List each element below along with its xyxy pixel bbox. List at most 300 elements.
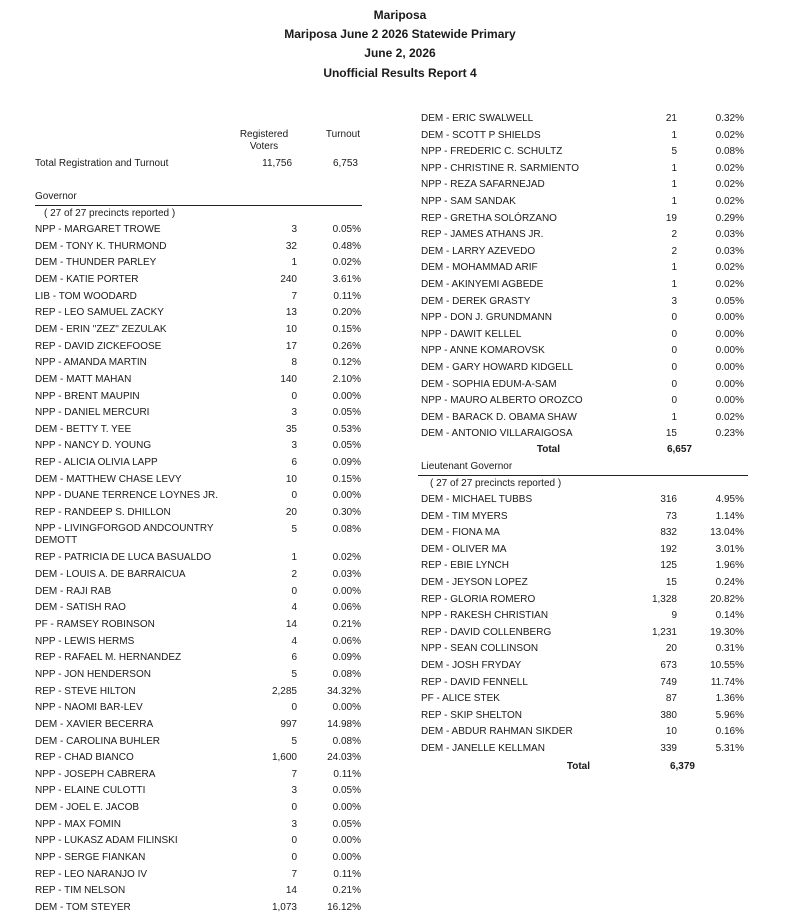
candidate-row	[421, 411, 751, 425]
candidate-row	[421, 278, 751, 292]
candidate-row	[421, 361, 751, 375]
candidate-name: DEM - MOHAMMAD ARIF	[421, 262, 538, 274]
candidate-name: NPP - JON HENDERSON	[35, 668, 151, 680]
candidate-votes: 3	[291, 818, 297, 830]
candidate-name: DEM - SOPHIA EDUM-A-SAM	[421, 378, 557, 390]
candidate-percent: 0.00%	[332, 390, 361, 402]
candidate-percent: 0.21%	[332, 618, 361, 630]
candidate-name: DEM - SATISH RAO	[35, 602, 126, 614]
candidate-votes: 0	[671, 345, 677, 357]
candidate-votes: 7	[291, 768, 297, 780]
candidate-percent: 0.02%	[715, 279, 744, 290]
candidate-row	[421, 162, 751, 176]
candidate-row	[421, 178, 751, 192]
candidate-row	[35, 473, 365, 487]
candidate-name: NPP - LUKASZ ADAM FILINSKI	[35, 835, 178, 847]
candidate-name: NPP - LEWIS HERMS	[35, 635, 135, 647]
candidate-name: PF - ALICE STEK	[421, 693, 500, 705]
lt-governor-rule	[418, 475, 748, 476]
candidate-name: DEM - XAVIER BECERRA	[35, 718, 154, 730]
candidate-votes: 13	[285, 307, 297, 319]
candidate-votes: 20	[285, 507, 297, 519]
candidate-name: DEM - DEREK GRASTY	[421, 295, 531, 307]
candidate-votes: 14	[285, 618, 297, 630]
candidate-percent: 0.02%	[715, 179, 744, 191]
candidate-name: NPP - DAWIT KELLEL	[421, 328, 522, 340]
candidate-row	[421, 394, 751, 408]
candidate-row	[421, 112, 751, 126]
lt-governor-total-value: 6,379	[669, 761, 695, 772]
candidate-name: NPP - SERGE FIANKAN	[35, 852, 146, 864]
candidate-votes: 0	[291, 835, 297, 847]
candidate-row	[35, 718, 365, 732]
candidate-name: REP - DAVID FENNELL	[421, 676, 528, 688]
candidate-votes: 1,231	[651, 626, 677, 638]
candidate-percent: 3.61%	[332, 273, 361, 285]
candidate-votes: 2	[671, 229, 677, 241]
candidate-row	[35, 868, 365, 882]
candidate-percent: 0.08%	[715, 146, 744, 158]
candidate-votes: 6	[291, 457, 297, 469]
candidate-percent: 0.08%	[332, 523, 361, 535]
candidate-percent: 0.11%	[333, 868, 361, 880]
candidate-name: DEM - CAROLINA BUHLER	[35, 735, 161, 747]
candidate-name: DEM - JOEL E. JACOB	[35, 802, 140, 814]
governor-title: Governor	[35, 191, 77, 202]
candidate-row	[35, 618, 365, 632]
candidate-name: REP - DAVID COLLENBERG	[421, 626, 552, 638]
candidate-percent: 0.00%	[332, 702, 361, 714]
candidate-votes: 0	[291, 585, 297, 597]
candidate-row	[421, 295, 751, 309]
candidate-name: NPP - RAKESH CHRISTIAN	[421, 610, 549, 622]
candidate-votes: 0	[291, 390, 297, 402]
candidate-row	[35, 818, 365, 832]
candidate-votes: 3	[291, 785, 297, 797]
candidate-votes: 3	[291, 224, 297, 235]
report-election: Mariposa June 2 2026 Statewide Primary	[284, 27, 516, 41]
candidate-percent: 0.26%	[332, 340, 361, 352]
governor-total-label: Total	[536, 444, 560, 455]
candidate-row	[35, 651, 365, 665]
candidate-name: REP - JAMES ATHANS JR.	[421, 229, 544, 241]
candidate-percent: 1.14%	[715, 510, 744, 522]
candidate-percent: 0.08%	[332, 735, 361, 747]
candidate-name: REP - LEO NARANJO IV	[35, 868, 148, 880]
candidate-name: DEM - ERIC SWALWELL	[421, 113, 534, 124]
candidate-percent: 3.01%	[715, 543, 744, 555]
candidate-name: NPP - FREDERIC C. SCHULTZ	[421, 146, 563, 158]
lt-governor-title: Lieutenant Governor	[421, 461, 513, 472]
candidate-row	[35, 340, 365, 354]
candidate-name: DEM - BARACK D. OBAMA SHAW	[421, 411, 577, 423]
candidate-votes: 1	[291, 552, 297, 564]
candidate-row	[421, 228, 751, 242]
candidate-percent: 0.20%	[332, 307, 361, 319]
candidate-percent: 1.96%	[715, 560, 744, 572]
candidate-row	[35, 701, 365, 715]
candidate-votes: 1	[671, 179, 677, 191]
candidate-votes: 1	[671, 262, 677, 274]
candidate-votes: 192	[660, 543, 677, 555]
candidate-row	[35, 668, 365, 682]
candidate-percent: 0.00%	[715, 378, 744, 390]
candidate-percent: 0.02%	[715, 262, 744, 274]
candidate-votes: 1,073	[271, 902, 297, 913]
candidate-row	[421, 526, 751, 540]
candidate-name: NPP - CHRISTINE R. SARMIENTO	[421, 162, 579, 174]
candidate-name: REP - RAFAEL M. HERNANDEZ	[35, 652, 182, 664]
candidate-votes: 0	[671, 328, 677, 340]
candidate-percent: 0.03%	[715, 245, 744, 257]
candidate-name: REP - PATRICIA DE LUCA BASUALDO	[35, 552, 212, 564]
candidate-percent: 0.08%	[332, 668, 361, 680]
candidate-name: DEM - JANELLE KELLMAN	[421, 743, 545, 754]
candidate-percent: 0.03%	[332, 569, 361, 580]
candidate-votes: 997	[280, 718, 297, 730]
candidate-votes: 8	[291, 357, 297, 369]
candidate-votes: 87	[665, 693, 677, 705]
candidate-votes: 3	[291, 407, 297, 419]
candidate-row	[421, 559, 751, 573]
candidate-name: REP - CHAD BIANCO	[35, 752, 134, 764]
candidate-row	[35, 506, 365, 520]
registered-header-2: Voters	[249, 141, 279, 152]
candidate-name: PF - RAMSEY ROBINSON	[35, 618, 155, 630]
candidate-row	[35, 801, 365, 815]
candidate-percent: 0.09%	[332, 457, 361, 469]
candidate-percent: 0.02%	[715, 129, 744, 141]
candidate-row	[421, 493, 751, 507]
candidate-name: DEM - FIONA MA	[421, 527, 500, 539]
candidate-votes: 5	[291, 735, 297, 747]
candidate-name: DEM - TIM MYERS	[421, 510, 508, 522]
candidate-name: REP - RANDEEP S. DHILLON	[35, 507, 171, 519]
candidate-votes: 6	[291, 652, 297, 664]
candidate-name: DEM - SCOTT P SHIELDS	[421, 129, 541, 141]
candidate-percent: 0.05%	[332, 407, 361, 419]
candidate-percent: 20.82%	[710, 593, 744, 605]
candidate-name: DEM - MATTHEW CHASE LEVY	[35, 473, 182, 485]
candidate-percent: 0.23%	[715, 428, 744, 440]
candidate-row	[35, 768, 365, 782]
candidate-votes: 73	[665, 510, 677, 522]
candidate-percent: 0.05%	[332, 440, 361, 452]
candidate-votes: 2	[291, 569, 297, 580]
candidate-row	[421, 427, 751, 441]
candidate-votes: 1	[671, 196, 677, 207]
candidate-name: DEM - KATIE PORTER	[35, 273, 139, 285]
candidate-percent: 0.00%	[715, 312, 744, 324]
candidate-name: NPP - SEAN COLLINSON	[421, 643, 539, 655]
candidate-percent: 0.11%	[333, 768, 361, 780]
candidate-row	[421, 195, 751, 209]
candidate-name: DEM - ERIN "ZEZ" ZEZULAK	[35, 323, 167, 335]
candidate-percent: 0.29%	[715, 212, 744, 224]
candidate-votes: 7	[291, 868, 297, 880]
candidate-percent: 2.10%	[332, 373, 361, 385]
registered-header-1: Registered	[239, 129, 289, 140]
candidate-row	[421, 609, 751, 623]
candidate-votes: 35	[285, 423, 297, 435]
candidate-percent: 0.00%	[332, 852, 361, 864]
candidate-row	[35, 735, 365, 749]
candidate-row	[421, 725, 751, 739]
candidate-row	[421, 129, 751, 143]
candidate-name: NPP - DON J. GRUNDMANN	[421, 312, 552, 324]
candidate-row	[35, 751, 365, 765]
candidate-votes: 1,600	[271, 752, 297, 764]
candidate-percent: 11.74%	[710, 676, 744, 688]
candidate-row	[35, 784, 365, 798]
candidate-percent: 0.02%	[332, 257, 361, 269]
candidate-row	[35, 456, 365, 470]
candidate-name: DEM - GARY HOWARD KIDGELL	[421, 362, 574, 373]
candidate-name: REP - GRETHA SOLÓRZANO	[421, 212, 557, 224]
candidate-percent: 0.32%	[715, 113, 744, 124]
candidate-votes: 1	[671, 279, 677, 290]
candidate-name: NPP - MAURO ALBERTO OROZCO	[421, 395, 583, 407]
candidate-row	[35, 884, 365, 898]
candidate-row	[35, 256, 365, 270]
candidate-row	[35, 240, 365, 254]
candidate-percent: 0.05%	[715, 295, 744, 307]
candidate-name: DEM - MICHAEL TUBBS	[421, 494, 533, 505]
candidate-row	[35, 585, 365, 599]
candidate-row	[421, 593, 751, 607]
candidate-name: NPP - ELAINE CULOTTI	[35, 785, 146, 797]
candidate-name: NPP - NANCY D. YOUNG	[35, 440, 152, 452]
candidate-votes: 5	[291, 668, 297, 680]
candidate-percent: 14.98%	[327, 718, 361, 730]
candidate-percent: 0.00%	[715, 328, 744, 340]
candidate-votes: 19	[665, 212, 677, 224]
candidate-row	[35, 489, 365, 503]
candidate-name: NPP - ANNE KOMAROVSK	[421, 345, 545, 357]
candidate-name: NPP - AMANDA MARTIN	[35, 357, 147, 369]
candidate-row	[421, 626, 751, 640]
candidate-percent: 0.24%	[715, 577, 744, 588]
candidate-row	[421, 378, 751, 392]
candidate-votes: 4	[291, 635, 297, 647]
candidate-row	[421, 212, 751, 226]
candidate-votes: 0	[291, 852, 297, 864]
candidate-votes: 749	[660, 676, 677, 688]
candidate-votes: 10	[665, 726, 677, 738]
report-title: Unofficial Results Report 4	[323, 66, 477, 80]
candidate-name: NPP - MARGARET TROWE	[35, 224, 161, 235]
candidate-name: DEM - TONY K. THURMOND	[35, 240, 167, 252]
candidate-percent: 0.14%	[715, 610, 744, 622]
candidate-row	[35, 601, 365, 615]
candidate-percent: 0.00%	[332, 835, 361, 847]
candidate-name: DEM - THUNDER PARLEY	[35, 257, 157, 269]
candidate-votes: 0	[291, 802, 297, 814]
candidate-votes: 240	[280, 273, 297, 285]
candidate-name: DEM - AKINYEMI AGBEDE	[421, 279, 544, 290]
candidate-percent: 0.05%	[332, 785, 361, 797]
candidate-percent: 16.12%	[327, 902, 361, 913]
candidate-votes: 125	[660, 560, 677, 572]
candidate-votes: 832	[660, 527, 677, 539]
candidate-name: REP - DAVID ZICKEFOOSE	[35, 340, 162, 352]
candidate-votes: 673	[660, 660, 677, 671]
candidate-row	[35, 406, 365, 420]
candidate-name: DEM - LOUIS A. DE BARRAICUA	[35, 569, 186, 580]
registration-label: Total Registration and Turnout	[35, 158, 169, 169]
candidate-row	[421, 692, 751, 706]
candidate-row	[421, 510, 751, 524]
turnout-header: Turnout	[325, 129, 360, 140]
candidate-votes: 0	[671, 362, 677, 373]
candidate-percent: 0.00%	[715, 395, 744, 407]
governor-rule	[35, 205, 362, 206]
candidate-row	[35, 439, 365, 453]
candidate-row	[421, 261, 751, 275]
candidate-name: NPP - BRENT MAUPIN	[35, 390, 140, 402]
candidate-votes: 15	[665, 577, 677, 588]
report-county: Mariposa	[373, 8, 427, 22]
candidate-percent: 0.12%	[332, 357, 361, 369]
candidate-percent: 0.48%	[332, 240, 361, 252]
candidate-percent: 13.04%	[710, 527, 744, 539]
candidate-name: NPP - LIVINGFORGOD ANDCOUNTRY DEMOTT	[35, 522, 214, 546]
candidate-percent: 0.02%	[715, 162, 744, 174]
candidate-percent: 0.09%	[332, 652, 361, 664]
candidate-percent: 0.11%	[333, 290, 361, 302]
candidate-name: NPP - DUANE TERRENCE LOYNES JR.	[35, 490, 219, 502]
candidate-row	[35, 685, 365, 699]
lt-governor-precincts: ( 27 of 27 precincts reported )	[430, 478, 562, 489]
candidate-row	[421, 344, 751, 358]
candidate-row	[421, 676, 751, 690]
candidate-name: NPP - JOSEPH CABRERA	[35, 768, 156, 780]
candidate-percent: 0.05%	[332, 224, 361, 235]
candidate-row	[35, 635, 365, 649]
candidate-row	[35, 373, 365, 387]
candidate-votes: 1	[291, 257, 297, 269]
candidate-row	[35, 273, 365, 287]
candidate-name: LIB - TOM WOODARD	[35, 290, 137, 302]
candidate-votes: 316	[660, 494, 677, 505]
candidate-votes: 140	[280, 373, 297, 385]
candidate-row	[421, 245, 751, 259]
candidate-votes: 15	[665, 428, 677, 440]
candidate-votes: 5	[671, 146, 677, 158]
candidate-percent: 0.21%	[332, 885, 361, 897]
candidate-percent: 5.96%	[715, 709, 744, 721]
candidate-percent: 0.06%	[332, 635, 361, 647]
candidate-votes: 1	[671, 129, 677, 141]
candidate-percent: 0.06%	[332, 602, 361, 614]
candidate-row	[421, 311, 751, 325]
candidate-votes: 20	[665, 643, 677, 655]
candidate-percent: 0.05%	[332, 818, 361, 830]
candidate-row	[421, 659, 751, 673]
candidate-votes: 7	[291, 290, 297, 302]
candidate-row	[35, 306, 365, 320]
candidate-percent: 0.02%	[332, 552, 361, 564]
candidate-name: REP - LEO SAMUEL ZACKY	[35, 307, 164, 319]
candidate-name: DEM - JEYSON LOPEZ	[421, 577, 528, 588]
candidate-name: REP - STEVE HILTON	[35, 685, 136, 697]
candidate-percent: 24.03%	[327, 752, 361, 764]
candidate-name: DEM - MATT MAHAN	[35, 373, 132, 385]
candidate-row	[35, 423, 365, 437]
candidate-row	[35, 851, 365, 865]
candidate-percent: 0.00%	[715, 362, 744, 373]
candidate-percent: 4.95%	[715, 494, 744, 505]
candidate-row	[35, 901, 365, 915]
candidate-name: NPP - MAX FOMIN	[35, 818, 121, 830]
candidate-name: REP - GLORIA ROMERO	[421, 593, 536, 605]
candidate-votes: 17	[285, 340, 297, 352]
candidate-percent: 10.55%	[710, 660, 744, 671]
candidate-percent: 0.15%	[332, 323, 361, 335]
candidate-votes: 3	[671, 295, 677, 307]
candidate-name: DEM - RAJI RAB	[35, 585, 112, 597]
candidate-row	[421, 145, 751, 159]
candidate-name: DEM - OLIVER MA	[421, 543, 507, 555]
candidate-votes: 5	[291, 523, 297, 535]
candidate-votes: 2,285	[271, 685, 297, 697]
candidate-votes: 3	[291, 440, 297, 452]
candidate-votes: 0	[671, 395, 677, 407]
candidate-percent: 0.30%	[332, 507, 361, 519]
candidate-row	[421, 742, 751, 756]
candidate-name: NPP - NAOMI BAR-LEV	[35, 702, 143, 714]
candidate-votes: 10	[285, 473, 297, 485]
candidate-percent: 0.02%	[715, 196, 744, 207]
governor-total-value: 6,657	[666, 444, 692, 455]
candidate-name: DEM - TOM STEYER	[35, 902, 131, 913]
candidate-votes: 0	[291, 490, 297, 502]
candidate-row	[35, 356, 365, 370]
candidate-name: REP - EBIE LYNCH	[421, 560, 509, 572]
candidate-votes: 339	[660, 743, 677, 754]
candidate-votes: 32	[285, 240, 297, 252]
candidate-percent: 0.53%	[332, 423, 361, 435]
candidate-percent: 0.00%	[332, 490, 361, 502]
candidate-row	[35, 523, 365, 551]
candidate-name: DEM - BETTY T. YEE	[35, 423, 132, 435]
candidate-row	[35, 390, 365, 404]
candidate-percent: 0.00%	[332, 585, 361, 597]
candidate-name: NPP - REZA SAFARNEJAD	[421, 179, 545, 191]
candidate-row	[421, 543, 751, 557]
candidate-name: NPP - SAM SANDAK	[421, 196, 516, 207]
candidate-percent: 0.00%	[332, 802, 361, 814]
candidate-row	[35, 223, 365, 237]
candidate-row	[421, 328, 751, 342]
lt-governor-total-label: Total	[566, 761, 590, 772]
candidate-name: REP - SKIP SHELTON	[421, 709, 522, 721]
candidate-name: NPP - DANIEL MERCURI	[35, 407, 150, 419]
candidate-percent: 5.31%	[715, 743, 744, 754]
report-date: June 2, 2026	[364, 46, 436, 60]
candidate-name: DEM - ABDUR RAHMAN SIKDER	[421, 726, 573, 738]
candidate-votes: 4	[291, 602, 297, 614]
candidate-name: DEM - LARRY AZEVEDO	[421, 245, 536, 257]
candidate-votes: 2	[671, 245, 677, 257]
candidate-votes: 1	[671, 411, 677, 423]
candidate-row	[35, 568, 365, 582]
candidate-votes: 10	[285, 323, 297, 335]
candidate-percent: 0.00%	[715, 345, 744, 357]
candidate-row	[35, 323, 365, 337]
candidate-name: DEM - ANTONIO VILLARAIGOSA	[421, 428, 573, 440]
candidate-votes: 21	[665, 113, 677, 124]
